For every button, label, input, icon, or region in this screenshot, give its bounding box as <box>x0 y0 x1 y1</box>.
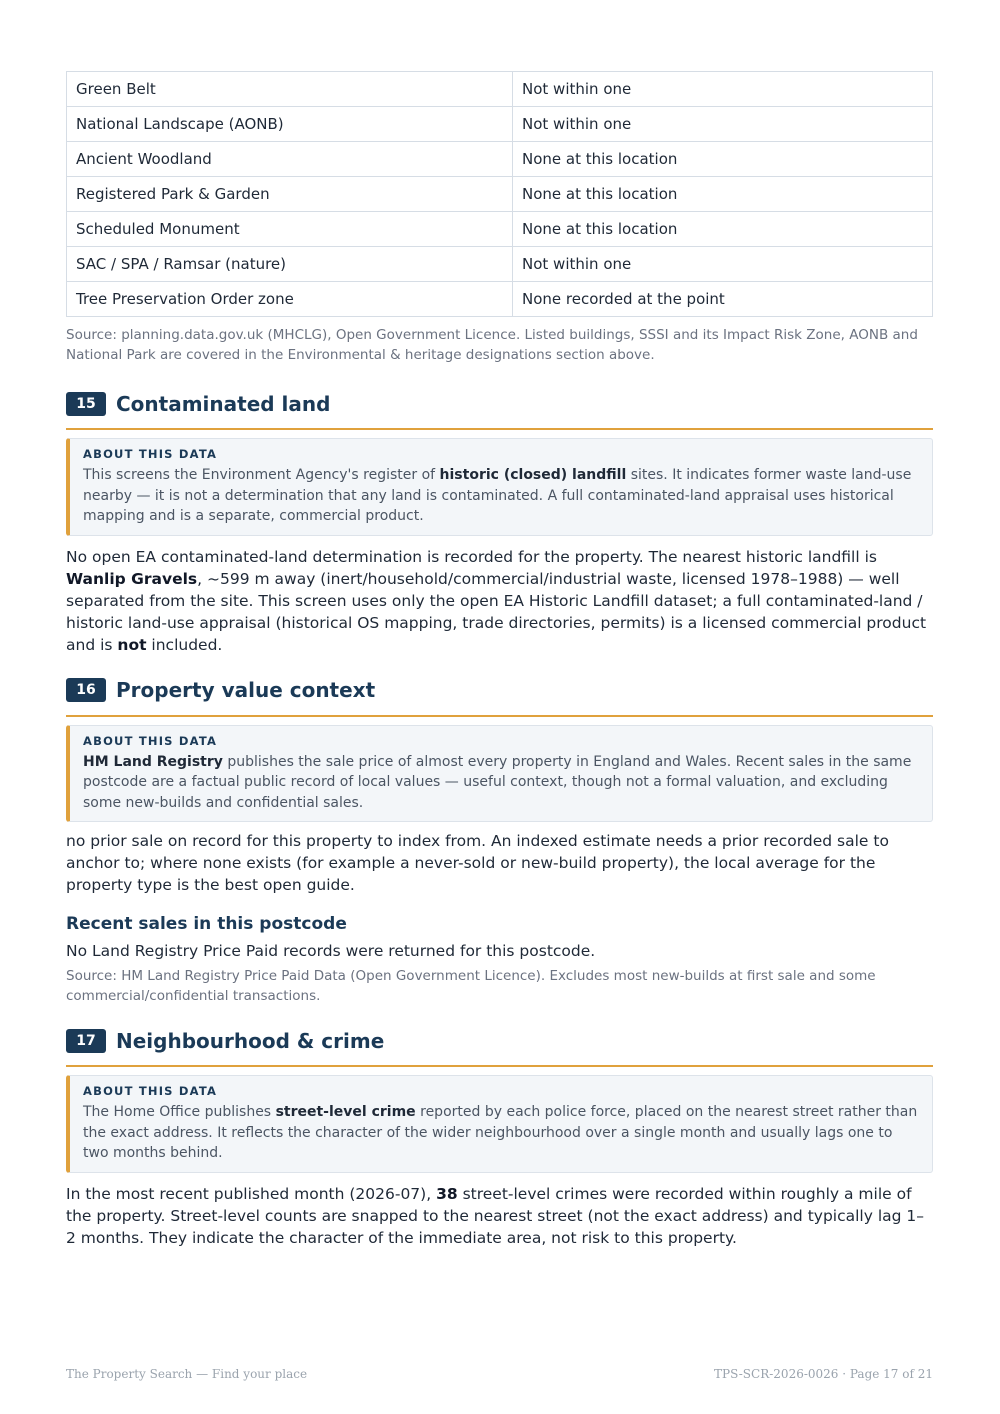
about-data-text <box>83 752 920 814</box>
section-header-contaminated-land <box>66 383 933 430</box>
designation-cell: National Landscape (AONB) <box>67 107 513 142</box>
table-row <box>67 212 933 247</box>
text-run: reported by each police force, placed on the nearest street rather than the exact address. It reflects the character of the wider neighbourhood over a single month and usually lags one to two months behind. <box>83 1104 918 1161</box>
footer-brand: The Property Search — Find your place <box>66 1367 308 1381</box>
text-run: street-level crimes were recorded within roughly a mile of the property. Street-level counts are snapped to the nearest street (not the exact address) and typically lag 1–2 months. They indicate the character of the immediate area, not risk to this property. <box>66 1184 925 1247</box>
report-page <box>66 71 933 1249</box>
status-cell: Not within one <box>513 107 933 142</box>
text-run: In the most recent published month (2026-07), <box>66 1184 437 1203</box>
section-header-property-value <box>66 670 933 717</box>
recent-sales-heading: Recent sales in this postcode <box>66 914 347 934</box>
text-run: The Home Office publishes <box>83 1104 276 1120</box>
designation-cell: Ancient Woodland <box>67 142 513 177</box>
text-run: sites. It indicates former waste land-use nearby — it is not a determination that any land is contaminated. A full contaminated-land appraisal uses historical mapping and is a separate, commercial product. <box>83 467 912 524</box>
crime-count: 38 <box>436 1184 458 1203</box>
crime-summary <box>66 1183 933 1249</box>
designations-source-note: Source: planning.data.gov.uk (MHCLG), Open Government Licence. Listed buildings, SSSI and its Impact Risk Zone, AONB and National Park are covered in the Environmental & heritage designations section above. <box>66 327 918 363</box>
section-number-badge: 16 <box>66 678 106 702</box>
about-data-label: ABOUT THIS DATA <box>83 447 218 461</box>
about-data-callout <box>66 438 933 536</box>
designation-cell: Registered Park & Garden <box>67 177 513 212</box>
about-data-text <box>83 1102 920 1164</box>
about-data-label: ABOUT THIS DATA <box>83 733 218 748</box>
recent-sales-text: No Land Registry Price Paid records were returned for this postcode. <box>66 942 596 960</box>
designation-cell: Green Belt <box>67 72 513 107</box>
table-row <box>67 177 933 212</box>
about-data-callout <box>66 1075 933 1173</box>
footer-page-reference: TPS-SCR-2026-0026 · Page 17 of 21 <box>714 1367 933 1381</box>
price-paid-source-note: Source: HM Land Registry Price Paid Data (Open Government Licence). Excludes most new-builds at first sale and some commercial/confidential transactions. <box>66 968 876 1004</box>
emphasis-text: not <box>117 635 147 654</box>
text-run: No open EA contaminated-land determination is recorded for the property. The nearest historic landfill is <box>66 547 877 566</box>
about-data-text <box>83 465 920 527</box>
section-header-neighbourhood-crime <box>66 1020 933 1067</box>
emphasis-text: HM Land Registry <box>83 753 223 770</box>
about-data-label: ABOUT THIS DATA <box>83 1084 218 1098</box>
section-number-badge: 17 <box>66 1029 106 1053</box>
status-cell: None at this location <box>513 177 933 212</box>
designations-table <box>66 71 933 317</box>
status-cell: None at this location <box>513 212 933 247</box>
table-row <box>67 107 933 142</box>
contaminated-land-summary <box>66 546 933 656</box>
designation-cell: Scheduled Monument <box>67 212 513 247</box>
status-cell: None at this location <box>513 142 933 177</box>
table-row <box>67 247 933 282</box>
status-cell: Not within one <box>513 247 933 282</box>
table-row <box>67 72 933 107</box>
text-run: publishes the sale price of almost every property in England and Wales. Recent sales in the same postcode are a factual public record of local values — useful context, though not a formal valuation, and excluding some new-builds and confidential sales. <box>83 753 912 811</box>
property-value-summary: no prior sale on record for this property to index from. An indexed estimate needs a prior recorded sale to anchor to; where none exists (for example a never-sold or new-build property), the local average for the property type is the best open guide. <box>66 832 889 894</box>
designation-cell: Tree Preservation Order zone <box>67 282 513 317</box>
designation-cell: SAC / SPA / Ramsar (nature) <box>67 247 513 282</box>
table-row <box>67 142 933 177</box>
section-title: Contaminated land <box>116 391 331 416</box>
landfill-name: Wanlip Gravels <box>66 569 198 588</box>
section-number-badge: 15 <box>66 392 106 416</box>
text-run: included. <box>146 635 223 654</box>
about-data-callout <box>66 725 933 823</box>
status-cell: None recorded at the point <box>513 282 933 317</box>
emphasis-text: historic (closed) landfill <box>439 467 627 483</box>
text-run: This screens the Environment Agency's register of <box>83 467 440 483</box>
emphasis-text: street-level crime <box>275 1104 416 1120</box>
table-row <box>67 282 933 317</box>
status-cell: Not within one <box>513 72 933 107</box>
text-run: , ~599 m away (inert/household/commercial/industrial waste, licensed 1978–1988) — well separated from the site. This screen uses only the open EA Historic Landfill dataset; a full contaminated-land / historic land-use appraisal (historical OS mapping, trade directories, permits) is a licensed commercial product and is <box>66 569 927 654</box>
section-title: Property value context <box>116 678 376 702</box>
section-title: Neighbourhood & crime <box>116 1028 385 1053</box>
